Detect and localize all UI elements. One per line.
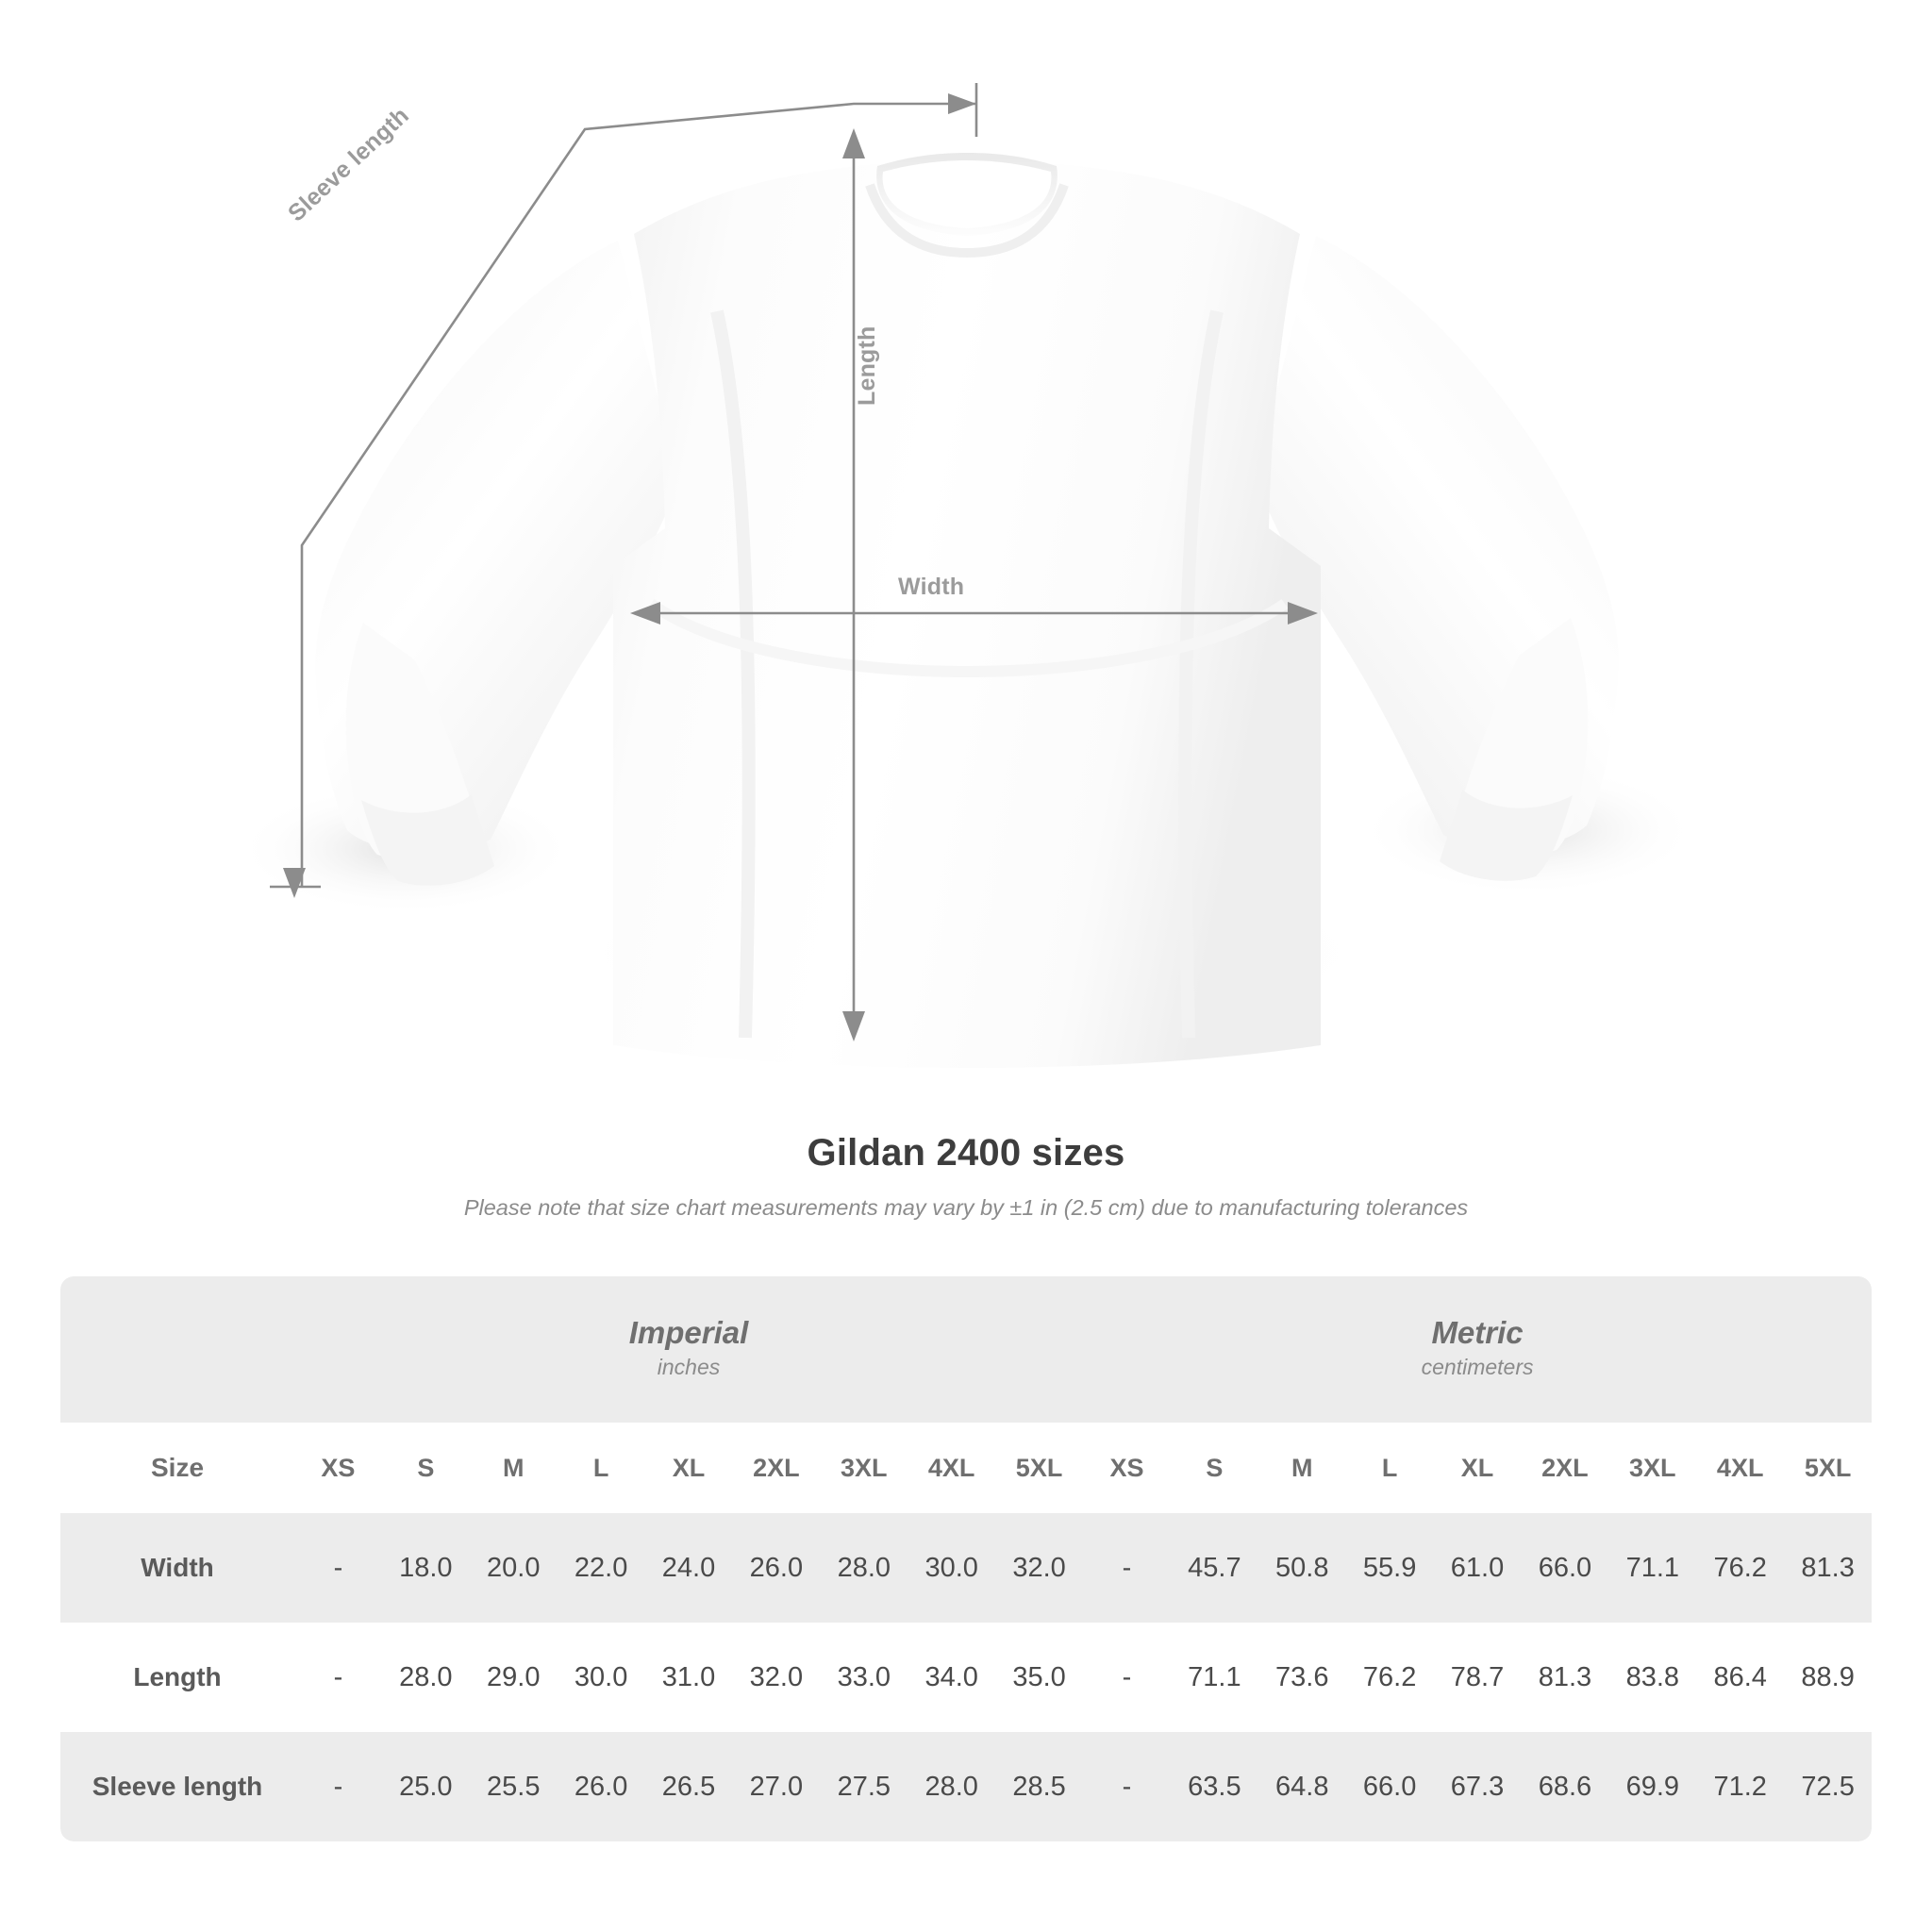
cell-length-metric-3xl: 83.8	[1608, 1623, 1696, 1732]
width-dimension-label: Width	[898, 574, 965, 600]
col-header-imperial-2xl: 2XL	[732, 1423, 820, 1513]
cell-width-imperial-4xl: 30.0	[908, 1513, 995, 1623]
cell-length-imperial-4xl: 34.0	[908, 1623, 995, 1732]
cell-sleeve-metric-2xl: 68.6	[1521, 1732, 1608, 1841]
cell-width-metric-xs: -	[1083, 1513, 1171, 1623]
cell-width-imperial-s: 18.0	[382, 1513, 470, 1623]
unit-group-imperial-sub: inches	[657, 1355, 721, 1380]
cell-length-metric-5xl: 88.9	[1784, 1623, 1872, 1732]
sleeve-length-dimension-label: Sleeve length	[283, 102, 414, 227]
col-header-imperial-l: L	[558, 1423, 645, 1513]
cell-width-metric-s: 45.7	[1171, 1513, 1258, 1623]
cell-width-metric-xl: 61.0	[1434, 1513, 1522, 1623]
unit-group-imperial-title: Imperial	[628, 1315, 749, 1351]
cell-sleeve-metric-xl: 67.3	[1434, 1732, 1522, 1841]
unit-group-metric-title: Metric	[1431, 1315, 1524, 1351]
col-header-metric-3xl: 3XL	[1608, 1423, 1696, 1513]
table-row	[60, 1623, 1872, 1732]
cell-width-imperial-xl: 24.0	[645, 1513, 733, 1623]
cell-width-imperial-xs: -	[294, 1513, 382, 1623]
table-row	[60, 1732, 1872, 1841]
cell-length-imperial-xs: -	[294, 1623, 382, 1732]
col-header-metric-5xl: 5XL	[1784, 1423, 1872, 1513]
page-title: Gildan 2400 sizes	[807, 1132, 1125, 1174]
col-header-metric-l: L	[1346, 1423, 1434, 1513]
cell-length-metric-xl: 78.7	[1434, 1623, 1522, 1732]
cell-sleeve-imperial-m: 25.5	[470, 1732, 558, 1841]
unit-group-metric-sub: centimeters	[1421, 1355, 1534, 1380]
cell-length-imperial-xl: 31.0	[645, 1623, 733, 1732]
col-header-imperial-5xl: 5XL	[995, 1423, 1083, 1513]
col-header-metric-s: S	[1171, 1423, 1258, 1513]
row-header-size: Size	[60, 1423, 294, 1513]
col-header-metric-m: M	[1258, 1423, 1346, 1513]
cell-length-imperial-m: 29.0	[470, 1623, 558, 1732]
unit-group-metric	[1083, 1276, 1872, 1423]
cell-length-imperial-s: 28.0	[382, 1623, 470, 1732]
cell-width-metric-l: 55.9	[1346, 1513, 1434, 1623]
cell-length-metric-l: 76.2	[1346, 1623, 1434, 1732]
cell-sleeve-imperial-3xl: 27.5	[820, 1732, 908, 1841]
col-header-imperial-xs: XS	[294, 1423, 382, 1513]
cell-sleeve-metric-xs: -	[1083, 1732, 1171, 1841]
cell-sleeve-imperial-2xl: 27.0	[732, 1732, 820, 1841]
table-row	[60, 1513, 1872, 1623]
cell-sleeve-metric-5xl: 72.5	[1784, 1732, 1872, 1841]
col-header-imperial-3xl: 3XL	[820, 1423, 908, 1513]
col-header-imperial-xl: XL	[645, 1423, 733, 1513]
cell-width-metric-4xl: 76.2	[1696, 1513, 1784, 1623]
unit-group-imperial	[294, 1276, 1083, 1423]
row-header-length: Length	[60, 1623, 294, 1732]
cell-sleeve-imperial-l: 26.0	[558, 1732, 645, 1841]
cell-width-metric-3xl: 71.1	[1608, 1513, 1696, 1623]
col-header-imperial-s: S	[382, 1423, 470, 1513]
cell-sleeve-metric-4xl: 71.2	[1696, 1732, 1784, 1841]
cell-length-metric-2xl: 81.3	[1521, 1623, 1608, 1732]
cell-sleeve-imperial-5xl: 28.5	[995, 1732, 1083, 1841]
size-table-container	[60, 1276, 1872, 1841]
cell-length-imperial-2xl: 32.0	[732, 1623, 820, 1732]
cell-length-imperial-3xl: 33.0	[820, 1623, 908, 1732]
cell-sleeve-metric-m: 64.8	[1258, 1732, 1346, 1841]
cell-length-imperial-5xl: 35.0	[995, 1623, 1083, 1732]
col-header-metric-2xl: 2XL	[1521, 1423, 1608, 1513]
col-header-metric-4xl: 4XL	[1696, 1423, 1784, 1513]
title-block	[0, 1132, 1932, 1221]
size-table	[60, 1276, 1872, 1841]
cell-length-metric-4xl: 86.4	[1696, 1623, 1784, 1732]
table-size-header-row	[60, 1423, 1872, 1513]
row-header-sleeve-length: Sleeve length	[60, 1732, 294, 1841]
row-header-width: Width	[60, 1513, 294, 1623]
cell-length-metric-xs: -	[1083, 1623, 1171, 1732]
cell-sleeve-imperial-s: 25.0	[382, 1732, 470, 1841]
cell-width-imperial-3xl: 28.0	[820, 1513, 908, 1623]
table-corner-cell	[60, 1276, 294, 1423]
col-header-metric-xl: XL	[1434, 1423, 1522, 1513]
cell-width-imperial-m: 20.0	[470, 1513, 558, 1623]
col-header-imperial-4xl: 4XL	[908, 1423, 995, 1513]
cell-width-metric-5xl: 81.3	[1784, 1513, 1872, 1623]
cell-width-imperial-l: 22.0	[558, 1513, 645, 1623]
cell-sleeve-imperial-4xl: 28.0	[908, 1732, 995, 1841]
cell-length-imperial-l: 30.0	[558, 1623, 645, 1732]
cell-sleeve-imperial-xl: 26.5	[645, 1732, 733, 1841]
cell-sleeve-metric-3xl: 69.9	[1608, 1732, 1696, 1841]
table-unit-group-row	[60, 1276, 1872, 1423]
cell-width-imperial-5xl: 32.0	[995, 1513, 1083, 1623]
length-dimension-label: Length	[854, 325, 880, 406]
cell-sleeve-metric-s: 63.5	[1171, 1732, 1258, 1841]
cell-width-metric-2xl: 66.0	[1521, 1513, 1608, 1623]
cell-width-metric-m: 50.8	[1258, 1513, 1346, 1623]
cell-sleeve-metric-l: 66.0	[1346, 1732, 1434, 1841]
cell-width-imperial-2xl: 26.0	[732, 1513, 820, 1623]
cell-sleeve-imperial-xs: -	[294, 1732, 382, 1841]
col-header-imperial-m: M	[470, 1423, 558, 1513]
tolerance-note: Please note that size chart measurements may vary by ±1 in (2.5 cm) due to manufacturing tolerances	[463, 1195, 1469, 1220]
col-header-metric-xs: XS	[1083, 1423, 1171, 1513]
cell-length-metric-m: 73.6	[1258, 1623, 1346, 1732]
cell-length-metric-s: 71.1	[1171, 1623, 1258, 1732]
